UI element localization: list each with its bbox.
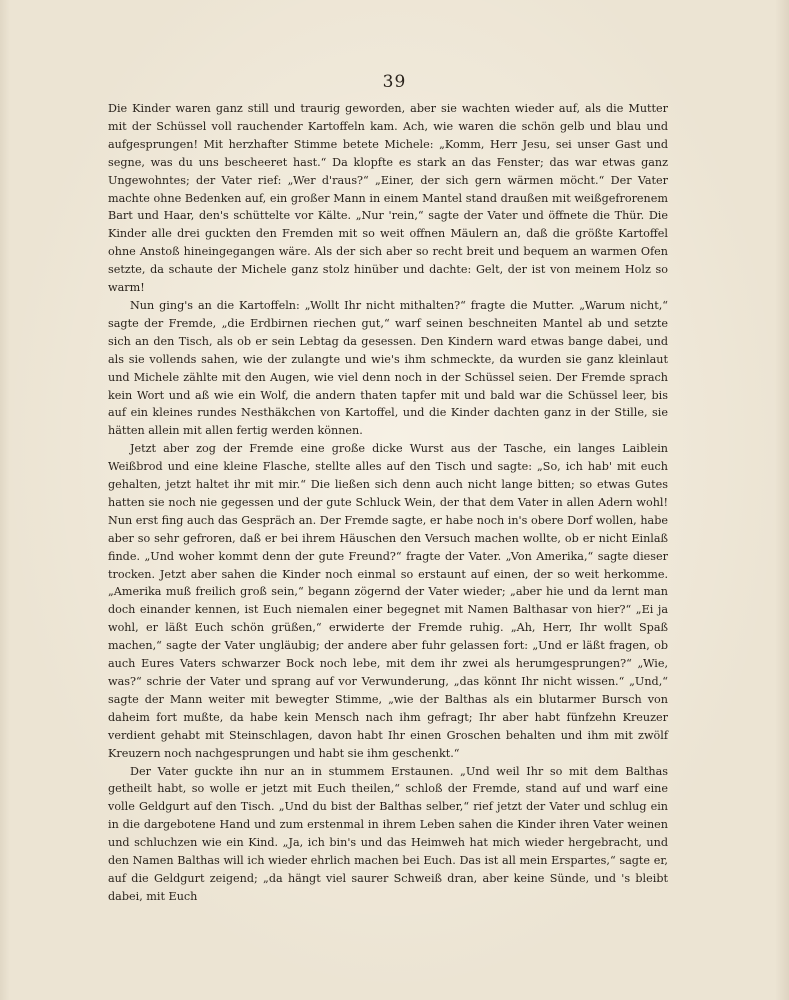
paragraph-2: Nun ging's an die Kartoffeln: „Wollt Ihr nicht mithalten?“ fragte die Mutter. „Warum nicht,“ sagte der Fremde, „die Erdbirnen riechen gut,“ warf seinen beschneiten Mantel ab und setzte sich an den Tisch, als ob er sein Lebtag da gesessen. Den Kindern ward etwas bange dabei, und als sie vollends sahen, wie der zulangte und wie's ihm schmeckte, da wurden sie ganz kleinlaut und Michele zählte mit den Augen, wie viel denn noch in der Schüssel seien. Der Fremde sprach kein Wort und aß wie ein Wolf, die andern thaten tapfer mit und bald war die Schüssel leer, bis auf ein kleines rundes Nesthäkchen von Kartoffel, und die Kinder dachten ganz in der Stille, sie hätten allein mit allen fertig werden können. bbox=[108, 298, 668, 438]
body-text bbox=[108, 100, 668, 906]
paragraph-4: Der Vater guckte ihn nur an in stummem Erstaunen. „Und weil Ihr so mit dem Balthas getheilt habt, so wolle er jetzt mit Euch theilen,“ schloß der Fremde, stand auf und warf eine volle Geldgurt auf den Tisch. „Und du bist der Balthas selber,“ rief jetzt der Vater und schlug ein in die dargebotene Hand und zum erstenmal in ihrem Leben sahen die Kinder ihren Vater weinen und schluchzen wie ein Kind. „Ja, ich bin's und das Heimweh hat mich wieder hergebracht, und den Namen Balthas will ich wieder ehrlich machen bei Euch. Das ist all mein Erspartes,“ sagte er, auf die Geldgurt zeigend; „da hängt viel saurer Schweiß dran, aber keine Sünde, und 's bleibt dabei, mit Euch bbox=[108, 764, 668, 903]
paragraph-1: Die Kinder waren ganz still und traurig geworden, aber sie wachten wieder auf, als die Mutter mit der Schüssel voll rauchender Kartoffeln kam. Ach, wie waren die schön gelb und blau und aufgesprungen! Mit herzhafter Stimme betete Michele: „Komm, Herr Jesu, sei unser Gast und segne, was du uns bescheeret hast.“ Da klopfte es stark an das Fenster; das war etwas ganz Ungewohntes; der Vater rief: „Wer d'raus?“ „Einer, der sich gern wärmen möcht.“ Der Vater machte ohne Bedenken auf, ein großer Mann in einem Mantel stand draußen mit weißgefrorenem Bart und Haar, den's schüttelte vor Kälte. „Nur 'rein,“ sagte der Vater und öffnete die Thür. Die Kinder alle drei guckten den Fremden mit so weit offnen Mäulern an, daß die größte Kartoffel ohne Anstoß hineingegangen wäre. Als der sich aber so recht breit und bequem an warmen Ofen setzte, da schaute der Michele ganz stolz hinüber und dachte: Gelt, der ist von meinem Holz so warm! bbox=[108, 102, 668, 295]
page-number: 39 bbox=[382, 72, 407, 92]
paragraph-3: Jetzt aber zog der Fremde eine große dicke Wurst aus der Tasche, ein langes Laiblein Weißbrod und eine kleine Flasche, stellte alles auf den Tisch und sagte: „So, ich hab' mit euch gehalten, jetzt haltet ihr mit mir.“ Die ließen sich denn auch nicht lange bitten; so etwas Gutes hatten sie noch nie gegessen und der gute Schluck Wein, der that dem Vater in allen Adern wohl! Nun erst fing auch das Gespräch an. Der Fremde sagte, er habe noch in's obere Dorf wollen, habe aber so sehr gefroren, daß er bei ihrem Häuschen den Versuch machen wollte, ob er nicht Einlaß finde. „Und woher kommt denn der gute Freund?“ fragte der Vater. „Von Amerika,“ sagte dieser trocken. Jetzt aber sahen die Kinder noch einmal so erstaunt auf einen, der so weit herkomme. „Amerika muß freilich groß sein,“ begann zögernd der Vater wieder; „aber hie und da lernt man doch einander kennen, ist Euch niemalen einer begegnet mit Namen Balthasar von hier?“ „Ei ja wohl, er läßt Euch schön grüßen,“ erwiderte der Fremde ruhig. „Ah, Herr, Ihr wollt Spaß machen,“ sagte der Vater ungläubig; der andere aber fuhr gelassen fort: „Und er läßt fragen, ob auch Eures Vaters schwarzer Bock noch lebe, mit dem ihr zwei als herumgesprungen?“ „Wie, was?“ schrie der Vater und sprang auf vor Verwunderung, „das könnt Ihr nicht wissen.“ „Und,“ sagte der Mann weiter mit bewegter Stimme, „wie der Balthas als ein blutarmer Bursch von daheim fort mußte, da habe kein Mensch nach ihm gefragt; Ihr aber habt fünfzehn Kreuzer verdient gehabt mit Steinschlagen, davon habt Ihr einen Groschen behalten und ihm mit zwölf Kreuzern noch nachgesprungen und habt sie ihm geschenkt.“ bbox=[108, 442, 668, 760]
